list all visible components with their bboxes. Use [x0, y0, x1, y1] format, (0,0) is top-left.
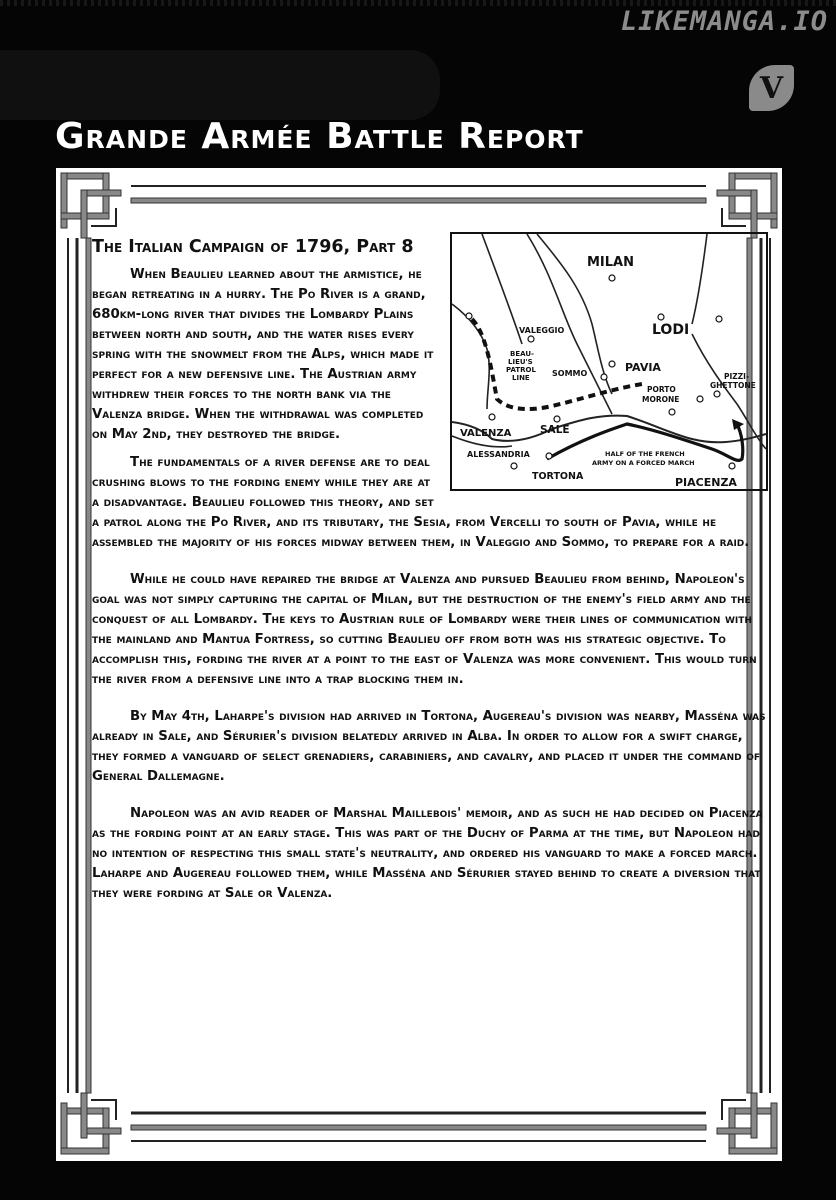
map-label-piacenza: PIACENZA — [675, 476, 737, 489]
map-label-patrol: PATROL — [506, 366, 536, 374]
map-label-patrol: BEAU- — [510, 350, 534, 358]
background-shade — [0, 50, 440, 120]
river-line — [452, 304, 489, 409]
map-label-porto-morone: MORONE — [642, 395, 680, 404]
map-label-patrol: LIEU'S — [508, 358, 533, 366]
river-line — [482, 234, 522, 344]
map-label-lodi: LODI — [652, 322, 690, 338]
river-line — [692, 234, 707, 324]
map-label-sommo: SOMMO — [552, 369, 588, 378]
map-label-pizzighettone: PIZZI- — [724, 372, 750, 381]
map-label-porto-morone: PORTO — [647, 385, 676, 394]
city-marker — [489, 414, 495, 420]
site-watermark: LIKEMANGA.IO — [620, 6, 828, 37]
city-marker — [658, 314, 664, 320]
city-marker — [609, 361, 615, 367]
map-label-pavia: PAVIA — [625, 361, 661, 374]
article-paragraph: Napoleon was an avid reader of Marshal Maillebois' memoir, and as such he had decided on Piacenza as the fording point at an early stage. This was part of the Duchy of Parma at the time, but Napoleon had no intention of respecting this small state's neutrality, and ordered his vanguard to make a forced march. Laharpe and Augereau followed them, while Masséna and Sérurier stayed behind to create a diversion that they were fording at Sale or Valenza. — [92, 806, 763, 901]
article-body — [92, 234, 772, 904]
city-marker — [511, 463, 517, 469]
article-paragraph: By May 4th, Laharpe's division had arrived in Tortona, Augereau's division was nearby, Masséna was already in Sale, and Sérurier's division belatedly arrived in Alba. In order to allow for a swift charge, they formed a vanguard of select grenadiers, carabiniers, and cavalry, and placed it under the command of General Dallemagne. — [92, 709, 766, 784]
map-drawing — [452, 234, 766, 489]
city-marker — [528, 336, 534, 342]
city-marker — [716, 316, 722, 322]
city-marker — [714, 391, 720, 397]
city-marker — [669, 409, 675, 415]
map-label-sale: SALE — [540, 424, 570, 436]
map-label-pizzighettone: GHETTONE — [710, 381, 756, 390]
city-marker — [609, 275, 615, 281]
map-label-valenza: VALENZA — [460, 428, 512, 439]
city-marker — [466, 313, 472, 319]
map-label-forced-march: HALF OF THE FRENCH — [605, 450, 685, 458]
map-label-forced-march: ARMY ON A FORCED MARCH — [592, 459, 695, 467]
chapter-badge: V — [749, 65, 794, 111]
city-marker — [546, 453, 552, 459]
map-label-milan: MILAN — [587, 255, 634, 270]
article-heading: The Italian Campaign of 1796, Part 8 — [92, 237, 414, 257]
map-label-alessandria: ALESSANDRIA — [467, 450, 530, 459]
city-marker — [554, 416, 560, 422]
city-marker — [697, 396, 703, 402]
map-label-patrol: LINE — [512, 374, 530, 382]
article-paragraph: When Beaulieu learned about the armistice, he began retreating in a hurry. The Po River is a grand, 680km-long river that divides the Lombardy Plains between north and south, and the water rises every spring with the snowmelt from the Alps, which made it perfect for a new defensive line. The Austrian army withdrew their forces to the north bank via the Valenza bridge. When the withdrawal was completed on May 2nd, they destroyed the bridge. — [92, 267, 434, 442]
article-paragraph: The fundamentals of a river defense are to deal crushing blows to the fording enemy while they are at a disadvantage. Beaulieu followed this theory, and set a patrol along the Po River, and its tributary, the Sesia, from Vercelli to south of Pavia, while he assembled the majority of his forces midway between them, in Valeggio and Sommo, to prepare for a raid. — [92, 455, 750, 550]
river-line — [692, 334, 766, 449]
map-label-tortona: TORTONA — [532, 471, 584, 482]
city-marker — [729, 463, 735, 469]
article-paragraph: While he could have repaired the bridge at Valenza and pursued Beaulieu from behind, Napoleon's goal was not simply capturing the capital of Milan, but the destruction of the enemy's field army and the conquest of all Lombardy. The keys to Austrian rule of Lombardy were their lines of communication with the mainland and Mantua Fortress, so cutting Beaulieu off from both was his strategic objective. To accomplish this, fording the river at a point to the east of Valenza was more convenient. This would turn the river from a defensive line into a trap blocking them in. — [92, 572, 757, 687]
map-label-valeggio: VALEGGIO — [519, 326, 565, 335]
page-title: Grande Armée Battle Report — [55, 116, 584, 157]
city-marker — [601, 374, 607, 380]
campaign-map — [450, 232, 768, 491]
